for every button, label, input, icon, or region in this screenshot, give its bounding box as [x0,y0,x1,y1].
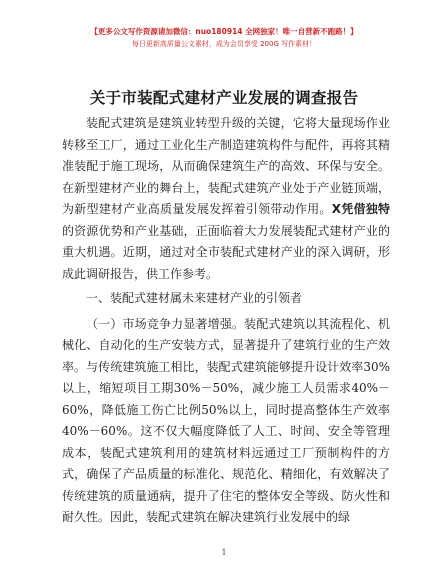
intro-text-b: 的资源优势和产业基础，正面临着大力发展装配式建材产业的重大机遇。近期，通过对全市装配式建材产业的深入调研，形成此调研报告，供工作参考。 [62,223,390,281]
promo-banner-line-1: 【更多公文写作资源请加微信：nuo180914 全网独家！唯一自营新不跑路！】 [90,27,358,36]
document-title: 关于市装配式建材产业发展的调查报告 [89,88,359,107]
intro-bold-phrase: X凭借独特 [331,202,390,216]
promo-banner-line-2: 每日更新高质量公文素材，成为会员享受 200G 写作素材！ [131,40,317,48]
intro-text-a: 装配式建筑是建筑业转型升级的关键，它将大量现场作业转移至工厂，通过工业化生产制造建筑构件与配件，再将其精准装配于施工现场，从而确保建筑生产的高效、环保与安全。在新型建材产业的舞台上，装配式建筑产业处于产业链顶端，为新型建材产业高质量发展发挥着引领带动作用。 [62,116,390,216]
document-body [62,113,390,529]
section-paragraph-1: （一）市场竞争力显著增强。装配式建筑以其流程化、机械化、自动化的生产安装方式，显著提升了建筑行业的生产效率。与传统建筑施工相比，装配式建筑能够提升设计效率30%以上，缩短项目工期30%－50%，减少施工人员需求40%－60%，降低施工伤亡比例50%以上，同时提高整体生产效率40%－60%。这不仅大幅度降低了人工、时间、安全等管理成本，装配式建筑利用的建筑材料远通过工厂预制构件的方式，确保了产品质量的标准化、规范化、精细化，有效解决了传统建筑的质量通病，提升了住宅的整体安全等级、防火性和耐久性。因此，装配式建筑在解决建筑行业发展中的绿 [62,316,390,524]
section-heading-1: 一、装配式建材属未来建材产业的引领者 [86,291,303,305]
page-number: 1 [221,548,227,557]
intro-paragraph [62,113,390,285]
